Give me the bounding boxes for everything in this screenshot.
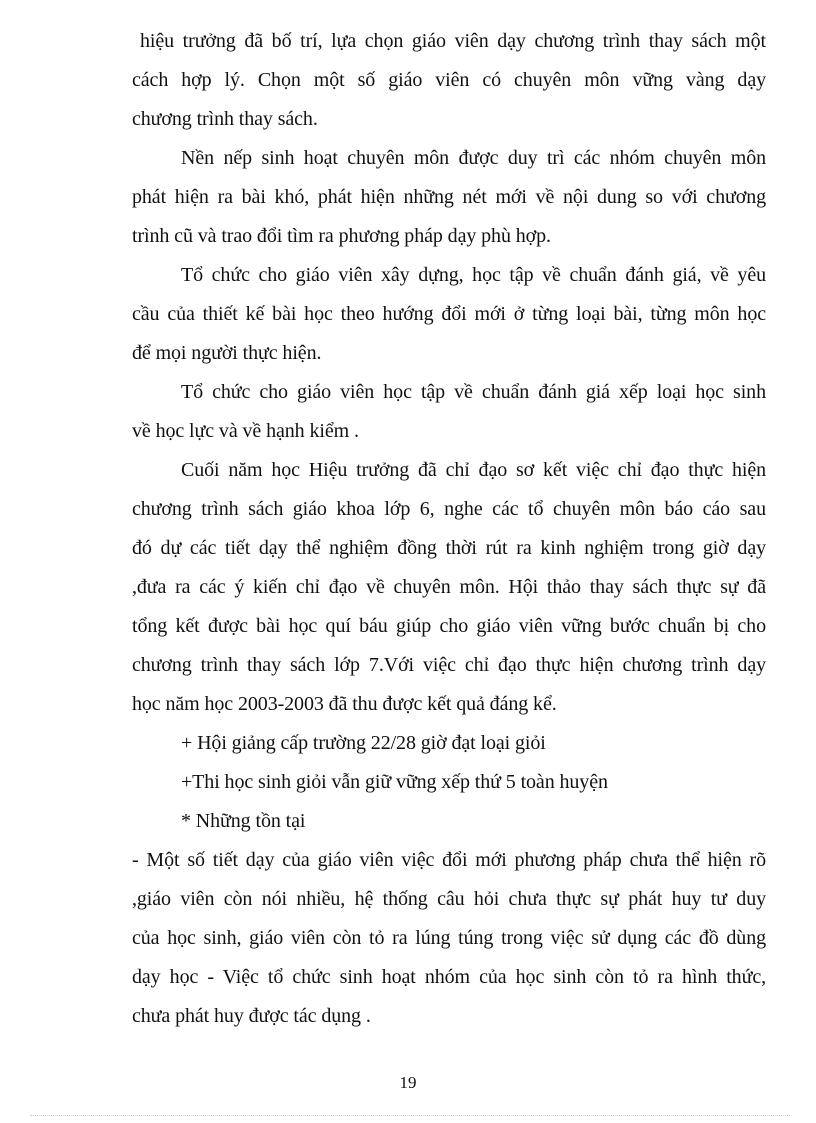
text-line: cầu của thiết kế bài học theo hướng đổi mới ở từng loại bài, từng môn học	[132, 303, 766, 325]
text-line: - Một số tiết dạy của giáo viên việc đổi mới phương pháp chưa thể hiện rõ	[132, 849, 766, 871]
text-line: chương trình sách giáo khoa lớp 6, nghe các tổ chuyên môn báo cáo sau	[132, 498, 766, 520]
text-line: ,đưa ra các ý kiến chỉ đạo về chuyên môn. Hội thảo thay sách thực sự đã	[132, 576, 766, 598]
text-line: để mọi người thực hiện.	[132, 342, 322, 364]
text-line: chưa phát huy được tác dụng .	[132, 1005, 371, 1027]
text-line: chương trình thay sách.	[132, 108, 318, 130]
text-line: ,giáo viên còn nói nhiều, hệ thống câu hỏi chưa thực sự phát huy tư duy	[132, 888, 766, 910]
footer-divider	[30, 1115, 790, 1116]
text-line: tổng kết được bài học quí báu giúp cho giáo viên vững bước chuẩn bị cho	[132, 615, 766, 637]
text-line: của học sinh, giáo viên còn tỏ ra lúng túng trong việc sử dụng các đồ dùng	[132, 927, 766, 949]
text-line: phát hiện ra bài khó, phát hiện những nét mới về nội dung so với chương	[132, 186, 766, 208]
list-item: +Thi học sinh giỏi vẫn giữ vững xếp thứ 5 toàn huyện	[181, 771, 608, 793]
page-number: 19	[399, 1073, 417, 1092]
text-line: cách hợp lý. Chọn một số giáo viên có chuyên môn vững vàng dạy	[132, 69, 766, 91]
text-line: học năm học 2003-2003 đã thu được kết quả đáng kể.	[132, 693, 557, 715]
list-item: + Hội giảng cấp trường 22/28 giờ đạt loại giỏi	[181, 732, 546, 754]
text-line: hiệu trưởng đã bố trí, lựa chọn giáo viên dạy chương trình thay sách một	[140, 30, 766, 52]
text-line: Tổ chức cho giáo viên học tập về chuẩn đánh giá xếp loại học sinh	[181, 381, 766, 403]
text-line: dạy học - Việc tổ chức sinh hoạt nhóm của học sinh còn tỏ ra hình thức,	[132, 966, 766, 988]
text-line: Nền nếp sinh hoạt chuyên môn được duy trì các nhóm chuyên môn	[181, 147, 766, 169]
text-line: trình cũ và trao đổi tìm ra phương pháp dạy phù hợp.	[132, 225, 551, 247]
text-line: đó dự các tiết dạy thể nghiệm đồng thời rút ra kinh nghiệm trong giờ dạy	[132, 537, 766, 559]
text-line: về học lực và về hạnh kiểm .	[132, 420, 359, 442]
section-heading: * Những tồn tại	[181, 810, 306, 832]
text-line: Tổ chức cho giáo viên xây dựng, học tập về chuẩn đánh giá, về yêu	[181, 264, 766, 286]
text-line: Cuối năm học Hiệu trưởng đã chỉ đạo sơ kết việc chỉ đạo thực hiện	[181, 459, 766, 481]
text-line: chương trình thay sách lớp 7.Với việc chỉ đạo thực hiện chương trình dạy	[132, 654, 766, 676]
